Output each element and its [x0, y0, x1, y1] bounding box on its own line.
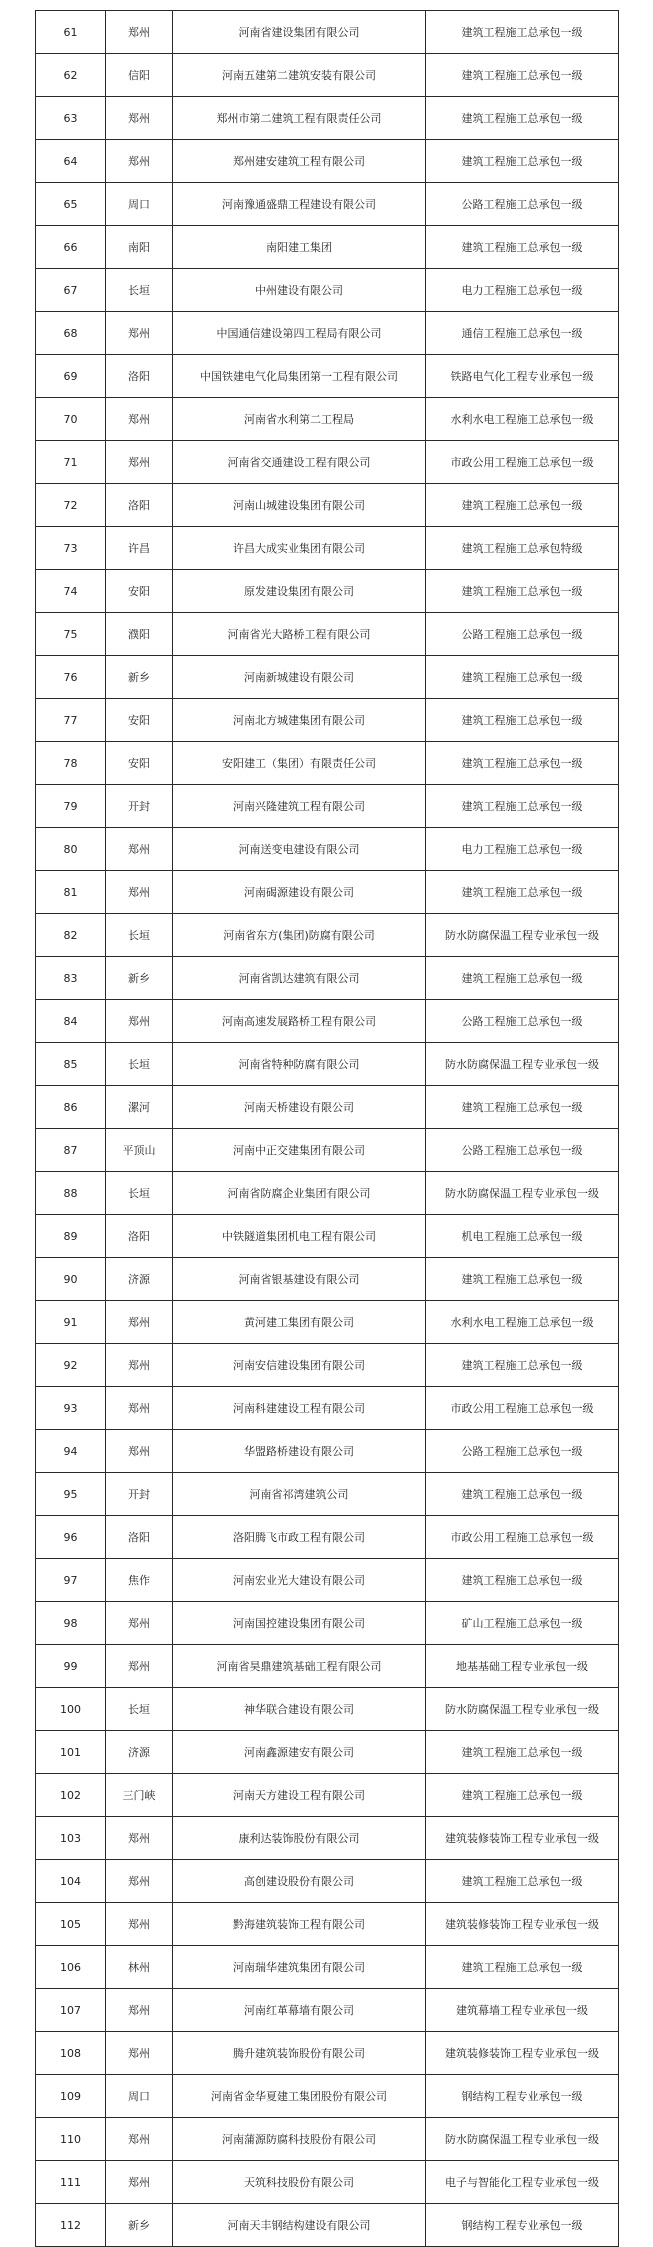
qualification-cell: 建筑装修装饰工程专业承包一级	[426, 2032, 619, 2075]
qualification-cell: 电子与智能化工程专业承包一级	[426, 2161, 619, 2204]
qualification-cell: 水利水电工程施工总承包一级	[426, 398, 619, 441]
company-name-cell: 中国通信建设第四工程局有限公司	[173, 312, 426, 355]
table-row	[36, 2161, 619, 2204]
company-name-cell: 河南省金华夏建工集团股份有限公司	[173, 2075, 426, 2118]
company-name-cell: 河南安信建设集团有限公司	[173, 1344, 426, 1387]
city-cell: 郑州	[106, 97, 173, 140]
company-name-cell: 河南省东方(集团)防腐有限公司	[173, 914, 426, 957]
city-cell: 林州	[106, 1946, 173, 1989]
city-cell: 焦作	[106, 1559, 173, 1602]
company-name-cell: 南阳建工集团	[173, 226, 426, 269]
row-number: 98	[36, 1602, 106, 1645]
company-name-cell: 河南鑫源建安有限公司	[173, 1731, 426, 1774]
row-number: 64	[36, 140, 106, 183]
table-row	[36, 871, 619, 914]
qualification-cell: 建筑工程施工总承包一级	[426, 140, 619, 183]
row-number: 67	[36, 269, 106, 312]
table-row	[36, 1473, 619, 1516]
table-row	[36, 1258, 619, 1301]
table-row	[36, 2075, 619, 2118]
company-name-cell: 原发建设集团有限公司	[173, 570, 426, 613]
table-body	[36, 11, 619, 2247]
city-cell: 郑州	[106, 1602, 173, 1645]
qualification-cell: 建筑工程施工总承包一级	[426, 656, 619, 699]
qualification-cell: 建筑工程施工总承包一级	[426, 1946, 619, 1989]
city-cell: 南阳	[106, 226, 173, 269]
qualification-cell: 防水防腐保温工程专业承包一级	[426, 1043, 619, 1086]
row-number: 104	[36, 1860, 106, 1903]
company-name-cell: 河南蒲源防腐科技股份有限公司	[173, 2118, 426, 2161]
row-number: 63	[36, 97, 106, 140]
table-row	[36, 140, 619, 183]
city-cell: 郑州	[106, 398, 173, 441]
qualification-cell: 矿山工程施工总承包一级	[426, 1602, 619, 1645]
qualification-cell: 建筑工程施工总承包一级	[426, 1559, 619, 1602]
city-cell: 三门峡	[106, 1774, 173, 1817]
company-name-cell: 河南国控建设集团有限公司	[173, 1602, 426, 1645]
company-name-cell: 河南高速发展路桥工程有限公司	[173, 1000, 426, 1043]
city-cell: 济源	[106, 1731, 173, 1774]
company-name-cell: 华盟路桥建设有限公司	[173, 1430, 426, 1473]
company-name-cell: 河南瑞华建筑集团有限公司	[173, 1946, 426, 1989]
city-cell: 长垣	[106, 269, 173, 312]
company-name-cell: 天筑科技股份有限公司	[173, 2161, 426, 2204]
table-row	[36, 1301, 619, 1344]
qualification-cell: 钢结构工程专业承包一级	[426, 2204, 619, 2247]
row-number: 95	[36, 1473, 106, 1516]
table-row	[36, 1860, 619, 1903]
row-number: 80	[36, 828, 106, 871]
row-number: 103	[36, 1817, 106, 1860]
table-row	[36, 1129, 619, 1172]
qualification-cell: 防水防腐保温工程专业承包一级	[426, 2118, 619, 2161]
table-row	[36, 1817, 619, 1860]
table-row	[36, 1086, 619, 1129]
row-number: 65	[36, 183, 106, 226]
table-row	[36, 1516, 619, 1559]
city-cell: 郑州	[106, 1344, 173, 1387]
table-row	[36, 441, 619, 484]
city-cell: 许昌	[106, 527, 173, 570]
table-row	[36, 1387, 619, 1430]
company-name-cell: 河南省银基建设有限公司	[173, 1258, 426, 1301]
row-number: 71	[36, 441, 106, 484]
qualification-cell: 铁路电气化工程专业承包一级	[426, 355, 619, 398]
company-name-cell: 河南科建建设工程有限公司	[173, 1387, 426, 1430]
company-name-cell: 郑州市第二建筑工程有限责任公司	[173, 97, 426, 140]
qualification-cell: 建筑工程施工总承包一级	[426, 11, 619, 54]
company-name-cell: 河南省特种防腐有限公司	[173, 1043, 426, 1086]
company-name-cell: 河南五建第二建筑安装有限公司	[173, 54, 426, 97]
qualification-cell: 建筑工程施工总承包一级	[426, 570, 619, 613]
qualification-cell: 建筑工程施工总承包一级	[426, 871, 619, 914]
row-number: 96	[36, 1516, 106, 1559]
table-row	[36, 1602, 619, 1645]
company-name-cell: 腾升建筑装饰股份有限公司	[173, 2032, 426, 2075]
qualification-cell: 建筑工程施工总承包一级	[426, 226, 619, 269]
qualification-cell: 电力工程施工总承包一级	[426, 828, 619, 871]
row-number: 81	[36, 871, 106, 914]
table-row	[36, 914, 619, 957]
qualification-cell: 建筑工程施工总承包一级	[426, 1258, 619, 1301]
city-cell: 郑州	[106, 1000, 173, 1043]
company-name-cell: 河南省防腐企业集团有限公司	[173, 1172, 426, 1215]
city-cell: 长垣	[106, 1043, 173, 1086]
city-cell: 郑州	[106, 1860, 173, 1903]
qualification-cell: 通信工程施工总承包一级	[426, 312, 619, 355]
city-cell: 洛阳	[106, 1516, 173, 1559]
qualification-cell: 建筑工程施工总承包一级	[426, 484, 619, 527]
table-row	[36, 828, 619, 871]
company-name-cell: 河南省交通建设工程有限公司	[173, 441, 426, 484]
city-cell: 郑州	[106, 441, 173, 484]
city-cell: 长垣	[106, 1172, 173, 1215]
table-row	[36, 742, 619, 785]
table-row	[36, 1559, 619, 1602]
qualification-cell: 建筑工程施工总承包一级	[426, 97, 619, 140]
table-row	[36, 312, 619, 355]
company-name-cell: 黄河建工集团有限公司	[173, 1301, 426, 1344]
table-row	[36, 11, 619, 54]
table-row	[36, 1172, 619, 1215]
qualification-cell: 建筑工程施工总承包一级	[426, 742, 619, 785]
company-name-cell: 河南省建设集团有限公司	[173, 11, 426, 54]
city-cell: 郑州	[106, 1301, 173, 1344]
qualification-cell: 建筑工程施工总承包一级	[426, 785, 619, 828]
table-row	[36, 2032, 619, 2075]
table-row	[36, 97, 619, 140]
row-number: 99	[36, 1645, 106, 1688]
table-row	[36, 1645, 619, 1688]
city-cell: 郑州	[106, 140, 173, 183]
city-cell: 周口	[106, 183, 173, 226]
company-name-cell: 中国铁建电气化局集团第一工程有限公司	[173, 355, 426, 398]
qualification-cell: 建筑工程施工总承包一级	[426, 1731, 619, 1774]
row-number: 88	[36, 1172, 106, 1215]
row-number: 109	[36, 2075, 106, 2118]
company-name-cell: 河南天方建设工程有限公司	[173, 1774, 426, 1817]
city-cell: 郑州	[106, 1645, 173, 1688]
qualification-cell: 建筑装修装饰工程专业承包一级	[426, 1903, 619, 1946]
table-row	[36, 1430, 619, 1473]
row-number: 89	[36, 1215, 106, 1258]
company-name-cell: 郑州建安建筑工程有限公司	[173, 140, 426, 183]
row-number: 107	[36, 1989, 106, 2032]
table-row	[36, 226, 619, 269]
city-cell: 郑州	[106, 828, 173, 871]
qualification-cell: 建筑工程施工总承包一级	[426, 957, 619, 1000]
city-cell: 长垣	[106, 1688, 173, 1731]
city-cell: 新乡	[106, 2204, 173, 2247]
row-number: 83	[36, 957, 106, 1000]
qualification-cell: 防水防腐保温工程专业承包一级	[426, 1688, 619, 1731]
qualification-cell: 建筑工程施工总承包一级	[426, 54, 619, 97]
company-name-cell: 河南天桥建设有限公司	[173, 1086, 426, 1129]
company-name-cell: 河南北方城建集团有限公司	[173, 699, 426, 742]
table-row	[36, 1688, 619, 1731]
company-name-cell: 洛阳腾飞市政工程有限公司	[173, 1516, 426, 1559]
table-row	[36, 355, 619, 398]
company-name-cell: 河南碣源建设有限公司	[173, 871, 426, 914]
city-cell: 郑州	[106, 2032, 173, 2075]
row-number: 76	[36, 656, 106, 699]
qualification-cell: 公路工程施工总承包一级	[426, 1000, 619, 1043]
row-number: 112	[36, 2204, 106, 2247]
table-row	[36, 1946, 619, 1989]
company-name-cell: 康利达装饰股份有限公司	[173, 1817, 426, 1860]
table-row	[36, 2204, 619, 2247]
city-cell: 洛阳	[106, 484, 173, 527]
city-cell: 郑州	[106, 1817, 173, 1860]
table-row	[36, 398, 619, 441]
city-cell: 漯河	[106, 1086, 173, 1129]
city-cell: 郑州	[106, 312, 173, 355]
company-name-cell: 河南省水利第二工程局	[173, 398, 426, 441]
city-cell: 新乡	[106, 656, 173, 699]
city-cell: 周口	[106, 2075, 173, 2118]
row-number: 70	[36, 398, 106, 441]
row-number: 101	[36, 1731, 106, 1774]
table-row	[36, 1731, 619, 1774]
company-name-cell: 安阳建工（集团）有限责任公司	[173, 742, 426, 785]
row-number: 69	[36, 355, 106, 398]
row-number: 78	[36, 742, 106, 785]
city-cell: 郑州	[106, 1903, 173, 1946]
table-row	[36, 1043, 619, 1086]
qualification-cell: 公路工程施工总承包一级	[426, 1430, 619, 1473]
company-name-cell: 河南送变电建设有限公司	[173, 828, 426, 871]
row-number: 97	[36, 1559, 106, 1602]
company-name-cell: 河南省光大路桥工程有限公司	[173, 613, 426, 656]
row-number: 62	[36, 54, 106, 97]
row-number: 90	[36, 1258, 106, 1301]
qualification-cell: 建筑工程施工总承包一级	[426, 1860, 619, 1903]
city-cell: 开封	[106, 1473, 173, 1516]
company-name-cell: 黔海建筑装饰工程有限公司	[173, 1903, 426, 1946]
city-cell: 开封	[106, 785, 173, 828]
company-name-cell: 河南兴隆建筑工程有限公司	[173, 785, 426, 828]
row-number: 102	[36, 1774, 106, 1817]
city-cell: 信阳	[106, 54, 173, 97]
city-cell: 郑州	[106, 871, 173, 914]
qualification-cell: 电力工程施工总承包一级	[426, 269, 619, 312]
city-cell: 安阳	[106, 742, 173, 785]
qualification-cell: 建筑工程施工总承包一级	[426, 1086, 619, 1129]
city-cell: 长垣	[106, 914, 173, 957]
row-number: 92	[36, 1344, 106, 1387]
company-name-cell: 许昌大成实业集团有限公司	[173, 527, 426, 570]
company-name-cell: 河南新城建设有限公司	[173, 656, 426, 699]
row-number: 79	[36, 785, 106, 828]
row-number: 87	[36, 1129, 106, 1172]
row-number: 111	[36, 2161, 106, 2204]
city-cell: 郑州	[106, 11, 173, 54]
company-name-cell: 中铁隧道集团机电工程有限公司	[173, 1215, 426, 1258]
qualification-cell: 公路工程施工总承包一级	[426, 613, 619, 656]
company-name-cell: 河南天丰钢结构建设有限公司	[173, 2204, 426, 2247]
row-number: 86	[36, 1086, 106, 1129]
table-row	[36, 1344, 619, 1387]
city-cell: 洛阳	[106, 355, 173, 398]
row-number: 106	[36, 1946, 106, 1989]
qualification-cell: 建筑幕墙工程专业承包一级	[426, 1989, 619, 2032]
row-number: 105	[36, 1903, 106, 1946]
qualification-cell: 防水防腐保温工程专业承包一级	[426, 914, 619, 957]
table-row	[36, 570, 619, 613]
row-number: 72	[36, 484, 106, 527]
qualification-cell: 钢结构工程专业承包一级	[426, 2075, 619, 2118]
city-cell: 济源	[106, 1258, 173, 1301]
company-name-cell: 神华联合建设有限公司	[173, 1688, 426, 1731]
row-number: 108	[36, 2032, 106, 2075]
table-row	[36, 1903, 619, 1946]
city-cell: 平顶山	[106, 1129, 173, 1172]
qualification-cell: 建筑工程施工总承包一级	[426, 1344, 619, 1387]
qualification-cell: 水利水电工程施工总承包一级	[426, 1301, 619, 1344]
company-name-cell: 河南省凯达建筑有限公司	[173, 957, 426, 1000]
table-row	[36, 957, 619, 1000]
row-number: 110	[36, 2118, 106, 2161]
company-name-cell: 河南豫通盛鼎工程建设有限公司	[173, 183, 426, 226]
qualification-cell: 市政公用工程施工总承包一级	[426, 1387, 619, 1430]
row-number: 73	[36, 527, 106, 570]
qualification-cell: 防水防腐保温工程专业承包一级	[426, 1172, 619, 1215]
table-row	[36, 1989, 619, 2032]
company-name-cell: 河南宏业光大建设有限公司	[173, 1559, 426, 1602]
table-row	[36, 2118, 619, 2161]
table-row	[36, 183, 619, 226]
city-cell: 郑州	[106, 2118, 173, 2161]
table-row	[36, 699, 619, 742]
qualification-cell: 建筑工程施工总承包一级	[426, 699, 619, 742]
row-number: 77	[36, 699, 106, 742]
city-cell: 郑州	[106, 1387, 173, 1430]
row-number: 85	[36, 1043, 106, 1086]
qualification-cell: 市政公用工程施工总承包一级	[426, 441, 619, 484]
table-row	[36, 484, 619, 527]
row-number: 100	[36, 1688, 106, 1731]
company-name-cell: 河南山城建设集团有限公司	[173, 484, 426, 527]
table-row	[36, 656, 619, 699]
row-number: 68	[36, 312, 106, 355]
qualification-cell: 机电工程施工总承包一级	[426, 1215, 619, 1258]
row-number: 75	[36, 613, 106, 656]
table-row	[36, 613, 619, 656]
table-row	[36, 785, 619, 828]
enterprise-list-table	[35, 10, 619, 2247]
qualification-cell: 建筑工程施工总承包一级	[426, 1473, 619, 1516]
city-cell: 濮阳	[106, 613, 173, 656]
company-name-cell: 河南中正交建集团有限公司	[173, 1129, 426, 1172]
qualification-cell: 公路工程施工总承包一级	[426, 1129, 619, 1172]
qualification-cell: 市政公用工程施工总承包一级	[426, 1516, 619, 1559]
table-row	[36, 54, 619, 97]
company-name-cell: 中州建设有限公司	[173, 269, 426, 312]
company-name-cell: 高创建设股份有限公司	[173, 1860, 426, 1903]
city-cell: 安阳	[106, 570, 173, 613]
city-cell: 新乡	[106, 957, 173, 1000]
row-number: 93	[36, 1387, 106, 1430]
row-number: 84	[36, 1000, 106, 1043]
city-cell: 郑州	[106, 2161, 173, 2204]
qualification-cell: 公路工程施工总承包一级	[426, 183, 619, 226]
qualification-cell: 地基基础工程专业承包一级	[426, 1645, 619, 1688]
row-number: 66	[36, 226, 106, 269]
table-row	[36, 527, 619, 570]
company-name-cell: 河南省祁湾建筑公司	[173, 1473, 426, 1516]
row-number: 94	[36, 1430, 106, 1473]
city-cell: 洛阳	[106, 1215, 173, 1258]
qualification-cell: 建筑工程施工总承包特级	[426, 527, 619, 570]
table-row	[36, 1000, 619, 1043]
city-cell: 安阳	[106, 699, 173, 742]
row-number: 61	[36, 11, 106, 54]
company-name-cell: 河南红革幕墙有限公司	[173, 1989, 426, 2032]
table-row	[36, 1215, 619, 1258]
city-cell: 郑州	[106, 1989, 173, 2032]
qualification-cell: 建筑工程施工总承包一级	[426, 1774, 619, 1817]
row-number: 74	[36, 570, 106, 613]
row-number: 91	[36, 1301, 106, 1344]
city-cell: 郑州	[106, 1430, 173, 1473]
company-name-cell: 河南省昊鼎建筑基础工程有限公司	[173, 1645, 426, 1688]
table-row	[36, 269, 619, 312]
qualification-cell: 建筑装修装饰工程专业承包一级	[426, 1817, 619, 1860]
row-number: 82	[36, 914, 106, 957]
table-row	[36, 1774, 619, 1817]
